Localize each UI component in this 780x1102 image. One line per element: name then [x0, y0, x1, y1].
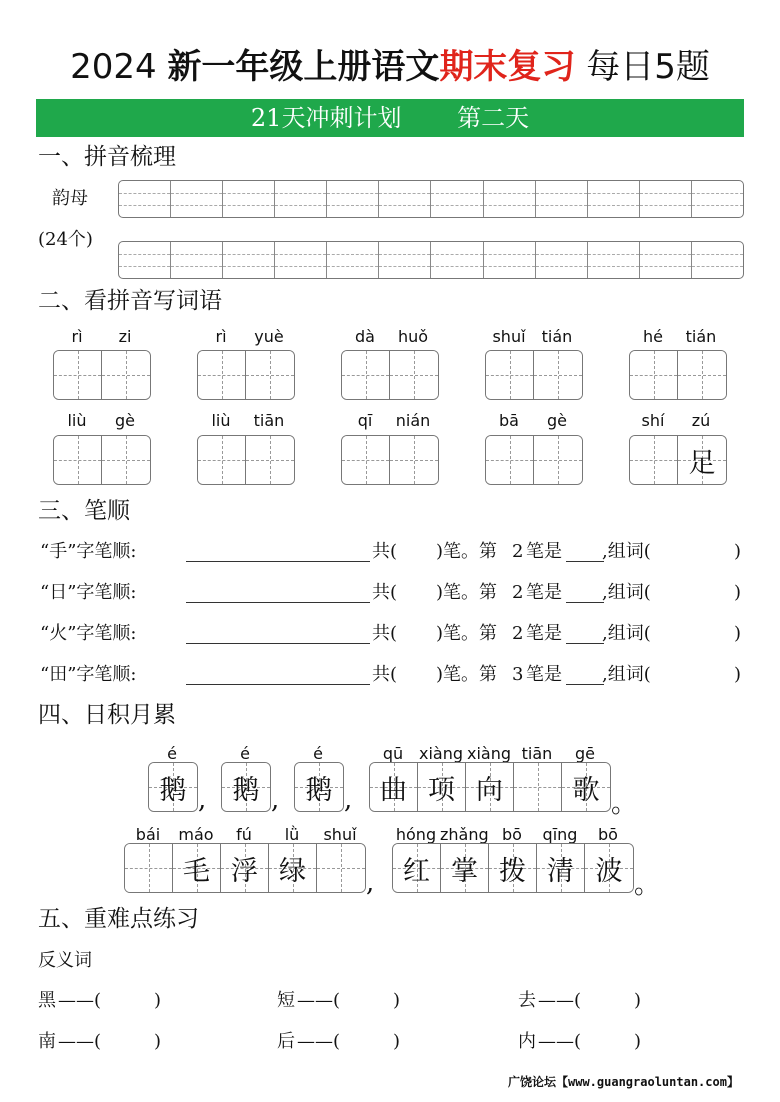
word-pinyin-2: tiān — [253, 411, 285, 430]
poem-comma: , — [271, 785, 280, 815]
cell-character — [514, 763, 561, 811]
tianzige-cell[interactable] — [562, 763, 610, 811]
goose-box[interactable] — [148, 762, 198, 812]
word-pinyin-1: shí — [641, 411, 665, 430]
stroke-answer-line[interactable] — [186, 561, 370, 562]
pinyin-cell[interactable] — [536, 181, 588, 217]
word-writing-box[interactable] — [629, 435, 727, 485]
pinyin-cell[interactable] — [327, 242, 379, 278]
tianzige-cell[interactable] — [342, 351, 390, 399]
pinyin-cell[interactable] — [431, 181, 483, 217]
poem-pinyin: é — [313, 744, 323, 763]
banner-day: 第二天 — [457, 104, 530, 132]
pinyin-cell[interactable] — [640, 181, 692, 217]
cell-character: 波 — [595, 855, 623, 887]
pinyin-cell[interactable] — [171, 181, 223, 217]
cell-character: 鹅 — [232, 774, 260, 806]
pinyin-cell[interactable] — [119, 181, 171, 217]
pinyin-cell[interactable] — [275, 242, 327, 278]
pinyin-cell[interactable] — [275, 181, 327, 217]
cell-character — [54, 351, 101, 399]
cell-character — [342, 436, 389, 484]
pinyin-cell[interactable] — [692, 242, 743, 278]
tianzige-cell[interactable] — [342, 436, 390, 484]
cell-character: 曲 — [380, 774, 407, 806]
cell-character — [102, 436, 150, 484]
tianzige-cell[interactable] — [102, 436, 150, 484]
word-pinyin-2: huǒ — [397, 327, 429, 346]
cell-character — [342, 351, 389, 399]
antonym-subheading: 反义词 — [38, 950, 92, 971]
cell-character: 绿 — [279, 855, 306, 887]
cell-character — [317, 844, 365, 892]
word-pinyin-2: gè — [547, 411, 567, 430]
antonym-blank-close: ) — [634, 990, 642, 1011]
antonym-word: 黑 — [38, 990, 56, 1011]
banner-plan: 21天冲刺计划 — [250, 104, 402, 132]
cell-character — [486, 436, 533, 484]
antonym-blank-open[interactable]: ——( — [58, 1031, 102, 1052]
antonym-word: 后 — [277, 1031, 295, 1052]
poem-period: 。 — [611, 789, 638, 819]
cell-character: 项 — [428, 774, 455, 806]
pinyin-cell[interactable] — [692, 181, 743, 217]
stroke-close-label: )笔。第 — [436, 541, 498, 562]
poem-pinyin: shuǐ — [323, 825, 357, 844]
antonym-blank-open[interactable]: ——( — [538, 1031, 582, 1052]
poem-pinyin: zhǎng — [440, 825, 489, 844]
tianzige-cell[interactable] — [246, 436, 294, 484]
cell-character: 鹅 — [159, 774, 187, 806]
tianzige-cell[interactable] — [537, 844, 585, 892]
tianzige-cell[interactable] — [221, 844, 269, 892]
poem-pinyin: bái — [135, 825, 161, 844]
cell-character: 向 — [476, 774, 503, 806]
tianzige-cell[interactable] — [370, 763, 418, 811]
tianzige-cell[interactable] — [585, 844, 633, 892]
word-pinyin-1: dà — [355, 327, 375, 346]
pinyin-cell[interactable] — [119, 242, 171, 278]
pinyin-cell[interactable] — [431, 242, 483, 278]
stroke-index: 3 — [512, 664, 524, 685]
cell-character — [125, 844, 172, 892]
tianzige-cell[interactable] — [198, 351, 246, 399]
antonym-blank-open[interactable]: ——( — [538, 990, 582, 1011]
tianzige-cell[interactable] — [269, 844, 317, 892]
compose-word-close: ) — [734, 541, 742, 562]
poem-pinyin: tiān — [521, 744, 553, 763]
tianzige-cell[interactable] — [295, 763, 343, 811]
tianzige-cell[interactable] — [441, 844, 489, 892]
antonym-blank-close: ) — [154, 1031, 162, 1052]
tianzige-cell[interactable] — [198, 436, 246, 484]
word-writing-box[interactable] — [197, 435, 295, 485]
cell-character — [534, 436, 582, 484]
pinyin-cell[interactable] — [588, 181, 640, 217]
cell-character: 拨 — [499, 855, 526, 887]
tianzige-cell[interactable] — [534, 351, 582, 399]
cell-character — [534, 351, 582, 399]
white-feather-line-box[interactable] — [124, 843, 366, 893]
poem-pinyin: hóng — [395, 825, 437, 844]
finals-label: 韵母 — [52, 188, 88, 209]
poem-pinyin: bō — [502, 825, 522, 844]
poem-comma: , — [344, 785, 353, 815]
cell-character: 毛 — [183, 855, 210, 887]
poem-pinyin: máo — [178, 825, 214, 844]
antonym-blank-close: ) — [154, 990, 162, 1011]
compose-word-close: ) — [734, 664, 742, 685]
stroke-index: 2 — [512, 623, 524, 644]
pinyin-cell[interactable] — [327, 181, 379, 217]
stroke-answer-line[interactable] — [186, 684, 370, 685]
cell-character: 鹅 — [305, 774, 333, 806]
tianzige-cell[interactable] — [486, 351, 534, 399]
tianzige-cell[interactable] — [222, 763, 270, 811]
pinyin-cell[interactable] — [484, 181, 536, 217]
title-year: 2024 — [70, 47, 157, 87]
stroke-name-line[interactable] — [566, 643, 604, 644]
word-writing-box[interactable] — [341, 350, 439, 400]
cell-character: 足 — [688, 447, 716, 479]
cell-character — [198, 351, 245, 399]
stroke-total-label: 共( — [372, 582, 398, 603]
pinyin-cell[interactable] — [223, 242, 275, 278]
word-pinyin-1: liù — [67, 411, 87, 430]
red-feet-line-box[interactable] — [392, 843, 634, 893]
word-pinyin-2: zi — [118, 327, 132, 346]
tianzige-cell[interactable] — [54, 351, 102, 399]
stroke-index-label: 笔是 — [526, 664, 562, 685]
tianzige-cell[interactable] — [418, 763, 466, 811]
cell-character: 清 — [547, 855, 574, 887]
antonym-blank-open[interactable]: ——( — [297, 990, 341, 1011]
antonym-word: 去 — [518, 990, 536, 1011]
stroke-total-label: 共( — [372, 541, 398, 562]
section4-heading: 四、日积月累 — [38, 702, 176, 728]
tianzige-cell[interactable] — [630, 351, 678, 399]
stroke-close-label: )笔。第 — [436, 623, 498, 644]
antonym-blank-open[interactable]: ——( — [58, 990, 102, 1011]
pinyin-writing-strip-2[interactable] — [118, 241, 744, 279]
stroke-order-row — [40, 578, 750, 608]
word-writing-box[interactable] — [53, 435, 151, 485]
pinyin-cell[interactable] — [484, 242, 536, 278]
page-title — [0, 42, 780, 92]
stroke-close-label: )笔。第 — [436, 664, 498, 685]
stroke-total-label: 共( — [372, 664, 398, 685]
pinyin-cell[interactable] — [379, 242, 431, 278]
cell-character — [630, 436, 677, 484]
compose-word-close: ) — [734, 623, 742, 644]
word-pinyin-2: gè — [115, 411, 135, 430]
tianzige-cell[interactable] — [246, 351, 294, 399]
stroke-index-label: 笔是 — [526, 623, 562, 644]
stroke-order-row — [40, 660, 750, 690]
tianzige-cell[interactable] — [466, 763, 514, 811]
poem-comma: , — [198, 785, 207, 815]
antonym-word: 内 — [518, 1031, 536, 1052]
word-pinyin-2: zú — [691, 411, 711, 430]
section5-heading: 五、重难点练习 — [38, 906, 199, 932]
word-writing-box[interactable] — [629, 350, 727, 400]
poem-pinyin: é — [240, 744, 250, 763]
cell-character — [54, 436, 101, 484]
antonym-blank-close: ) — [634, 1031, 642, 1052]
tianzige-cell[interactable] — [393, 844, 441, 892]
stroke-answer-line[interactable] — [186, 602, 370, 603]
tianzige-cell[interactable] — [125, 844, 173, 892]
word-pinyin-1: qī — [357, 411, 373, 430]
cell-character — [198, 436, 245, 484]
cell-character — [486, 351, 533, 399]
footer-source: 广饶论坛【www.guangraoluntan.com】 — [508, 1075, 739, 1089]
stroke-char-label: “手”字笔顺: — [40, 541, 137, 562]
stroke-name-line[interactable] — [566, 561, 604, 562]
antonym-word: 南 — [38, 1031, 56, 1052]
pinyin-cell[interactable] — [640, 242, 692, 278]
pinyin-cell[interactable] — [379, 181, 431, 217]
stroke-name-line[interactable] — [566, 602, 604, 603]
stroke-order-row — [40, 537, 750, 567]
word-pinyin-1: liù — [211, 411, 231, 430]
cell-character: 浮 — [231, 855, 258, 887]
stroke-char-label: “日”字笔顺: — [40, 582, 137, 603]
tianzige-cell[interactable] — [489, 844, 537, 892]
pinyin-cell[interactable] — [223, 181, 275, 217]
poem-pinyin: lǜ — [284, 825, 300, 844]
compose-word-label: ,组词( — [602, 623, 651, 644]
poem-pinyin: é — [167, 744, 177, 763]
antonym-blank-close: ) — [393, 1031, 401, 1052]
word-pinyin-1: bā — [499, 411, 519, 430]
word-pinyin-1: shuǐ — [492, 327, 526, 346]
stroke-total-label: 共( — [372, 623, 398, 644]
compose-word-close: ) — [734, 582, 742, 603]
stroke-index: 2 — [512, 541, 524, 562]
antonym-blank-close: ) — [393, 990, 401, 1011]
cell-character — [630, 351, 677, 399]
word-pinyin-2: tián — [541, 327, 573, 346]
word-pinyin-1: rì — [215, 327, 227, 346]
plan-banner — [36, 99, 744, 137]
tianzige-cell[interactable] — [390, 436, 438, 484]
cell-character: 掌 — [451, 855, 478, 887]
cell-character — [246, 436, 294, 484]
pinyin-writing-strip-1[interactable] — [118, 180, 744, 218]
title-daily: 每日5题 — [586, 47, 710, 87]
word-pinyin-2: nián — [395, 411, 431, 430]
poem-comma: , — [366, 868, 375, 898]
word-pinyin-2: tián — [685, 327, 717, 346]
cell-character — [678, 351, 726, 399]
tianzige-cell[interactable] — [102, 351, 150, 399]
poem-pinyin: bō — [598, 825, 618, 844]
finals-count-label: (24个) — [38, 229, 93, 250]
word-writing-box[interactable] — [53, 350, 151, 400]
title-review: 期末复习 — [439, 47, 576, 87]
tianzige-cell[interactable] — [534, 436, 582, 484]
poem-pinyin: fú — [236, 825, 252, 844]
stroke-char-label: “火”字笔顺: — [40, 623, 137, 644]
word-writing-box[interactable] — [485, 435, 583, 485]
goose-box[interactable] — [294, 762, 344, 812]
tianzige-cell[interactable] — [149, 763, 197, 811]
cell-character: 红 — [403, 855, 430, 887]
tianzige-cell[interactable] — [630, 436, 678, 484]
tianzige-cell[interactable] — [317, 844, 365, 892]
tianzige-cell[interactable] — [678, 351, 726, 399]
poem-pinyin: gē — [575, 744, 595, 763]
section3-heading: 三、笔顺 — [38, 498, 130, 524]
title-grade: 新一年级上册语文 — [167, 47, 440, 87]
antonym-blank-open[interactable]: ——( — [297, 1031, 341, 1052]
cell-character — [390, 351, 438, 399]
tianzige-cell[interactable] — [514, 763, 562, 811]
poem-period: 。 — [634, 870, 661, 900]
word-pinyin-1: rì — [71, 327, 83, 346]
tianzige-cell[interactable] — [173, 844, 221, 892]
section2-heading: 二、看拼音写词语 — [38, 288, 222, 314]
stroke-order-row — [40, 619, 750, 649]
tianzige-cell[interactable] — [54, 436, 102, 484]
compose-word-label: ,组词( — [602, 582, 651, 603]
poem-pinyin: xiàng — [418, 744, 463, 763]
cell-character — [246, 351, 294, 399]
pinyin-cell[interactable] — [536, 242, 588, 278]
pinyin-cell[interactable] — [588, 242, 640, 278]
stroke-close-label: )笔。第 — [436, 582, 498, 603]
compose-word-label: ,组词( — [602, 664, 651, 685]
tianzige-cell[interactable] — [390, 351, 438, 399]
cell-character: 歌 — [572, 774, 600, 806]
word-writing-box[interactable] — [341, 435, 439, 485]
stroke-answer-line[interactable] — [186, 643, 370, 644]
tianzige-cell[interactable] — [678, 436, 726, 484]
stroke-index: 2 — [512, 582, 524, 603]
song-line-box[interactable] — [369, 762, 611, 812]
word-writing-box[interactable] — [197, 350, 295, 400]
cell-character — [390, 436, 438, 484]
goose-box[interactable] — [221, 762, 271, 812]
poem-pinyin: xiàng — [466, 744, 511, 763]
stroke-char-label: “田”字笔顺: — [40, 664, 137, 685]
stroke-index-label: 笔是 — [526, 582, 562, 603]
compose-word-label: ,组词( — [602, 541, 651, 562]
stroke-name-line[interactable] — [566, 684, 604, 685]
cell-character — [102, 351, 150, 399]
word-pinyin-2: yuè — [254, 327, 284, 346]
pinyin-cell[interactable] — [171, 242, 223, 278]
word-writing-box[interactable] — [485, 350, 583, 400]
tianzige-cell[interactable] — [486, 436, 534, 484]
poem-pinyin: qū — [382, 744, 404, 763]
section1-heading: 一、拼音梳理 — [38, 144, 176, 170]
word-pinyin-1: hé — [643, 327, 663, 346]
poem-pinyin: qīng — [542, 825, 578, 844]
antonym-word: 短 — [277, 990, 295, 1011]
stroke-index-label: 笔是 — [526, 541, 562, 562]
